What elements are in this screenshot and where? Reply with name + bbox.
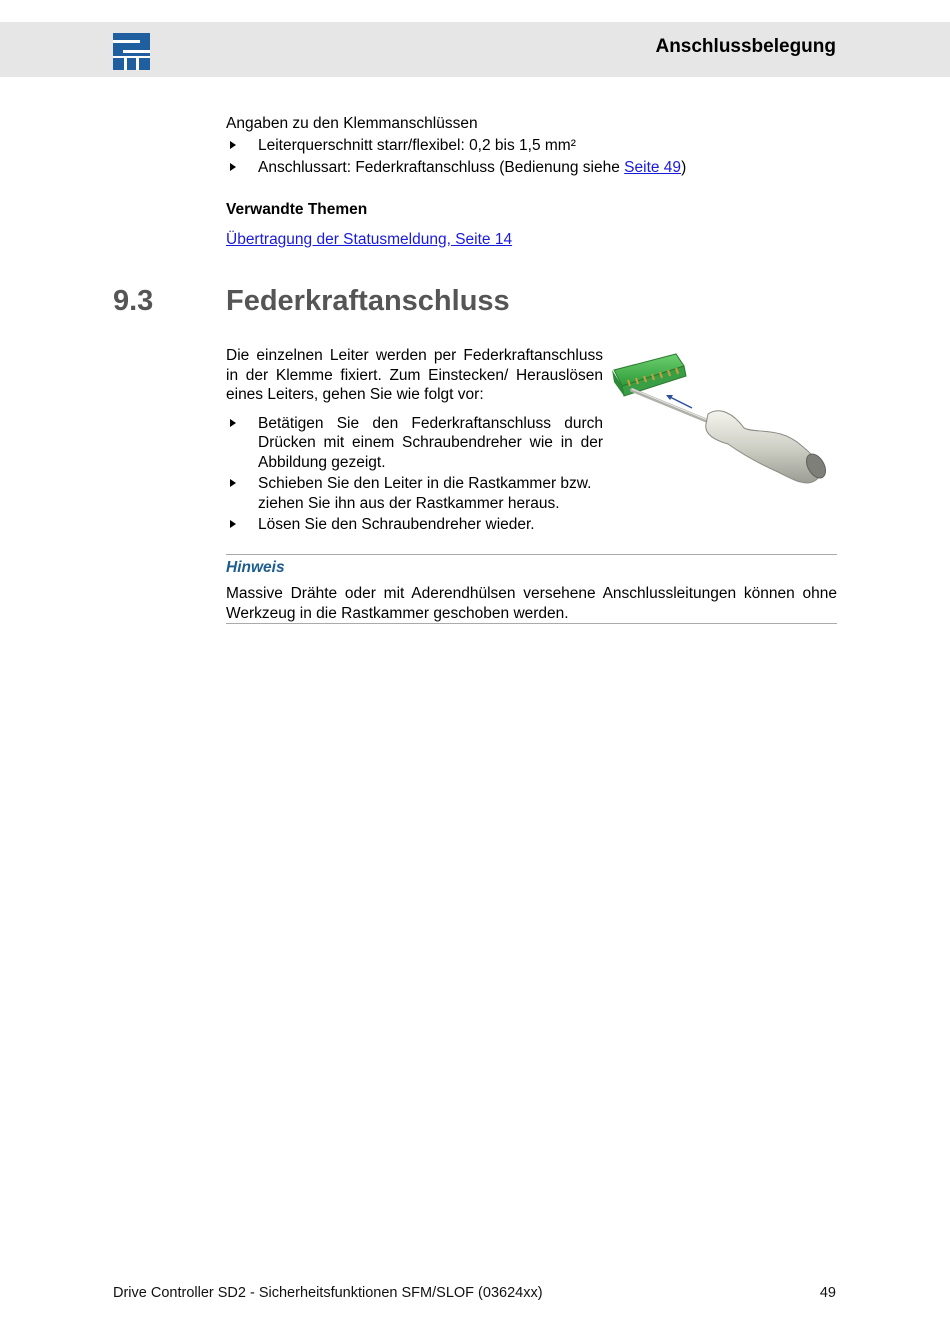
bullet-triangle-icon: [230, 163, 236, 171]
section-number: 9.3: [113, 285, 154, 317]
bullet-triangle-icon: [230, 479, 236, 487]
screwdriver-terminal-illustration: [610, 350, 830, 502]
related-topics: [226, 200, 837, 249]
connection-type-suffix: ): [681, 159, 687, 176]
list-item: [226, 136, 837, 156]
sew-eurodrive-logo: [113, 33, 150, 70]
list-item-text: Lösen Sie den Schraubendreher wieder.: [258, 516, 535, 533]
footer-document-title: Drive Controller SD2 - Sicherheitsfunktionen SFM/SLOF (03624xx): [113, 1285, 543, 1301]
header-title: Anschlussbelegung: [655, 36, 836, 57]
note-top-divider: [226, 554, 837, 555]
list-item: [226, 414, 603, 473]
list-item-text: Schieben Sie den Leiter in die Rastkammer bzw. ziehen Sie ihn aus der Rastkammer heraus.: [258, 475, 592, 512]
spring-terminal-block: [612, 354, 686, 396]
bullet-triangle-icon: [230, 520, 236, 528]
section-body: [226, 346, 603, 535]
connection-type-prefix: Anschlussart: Federkraftanschluss (Bedienung siehe: [258, 159, 625, 176]
section-title: Federkraftanschluss: [226, 285, 510, 317]
page-49-link[interactable]: Seite 49: [624, 159, 682, 176]
list-item: [226, 474, 603, 513]
section-intro: Die einzelnen Leiter werden per Federkraftanschluss in der Klemme fixiert. Zum Einstecken/ Herauslösen eines Leiters, gehen Sie wie folgt vor:: [226, 347, 603, 403]
bullet-triangle-icon: [230, 419, 236, 427]
note-title: Hinweis: [226, 559, 285, 576]
screwdriver-handle: [706, 411, 830, 483]
list-item: [226, 158, 837, 178]
terminal-info: [226, 114, 837, 178]
status-message-link[interactable]: Übertragung der Statusmeldung, Seite 14: [226, 230, 513, 248]
list-item-text: Betätigen Sie den Federkraftanschluss durch Drücken mit einem Schraubendreher wie in der Abbildung gezeigt.: [258, 414, 603, 471]
bullet-triangle-icon: [230, 141, 236, 149]
note-text: Massive Drähte oder mit Aderendhülsen versehene Anschlussleitungen können ohne Werkzeug in die Rastkammer geschoben werden.: [226, 585, 837, 622]
list-item: [226, 515, 603, 535]
related-topics-heading: Verwandte Themen: [226, 201, 368, 218]
terminal-info-intro: Angaben zu den Klemmanschlüssen: [226, 115, 478, 132]
footer-page-number: 49: [819, 1285, 836, 1301]
note-bottom-divider: [226, 623, 837, 624]
note-body: [226, 584, 837, 623]
list-item-text: Leiterquerschnitt starr/flexibel: 0,2 bis 1,5 mm²: [258, 136, 576, 154]
